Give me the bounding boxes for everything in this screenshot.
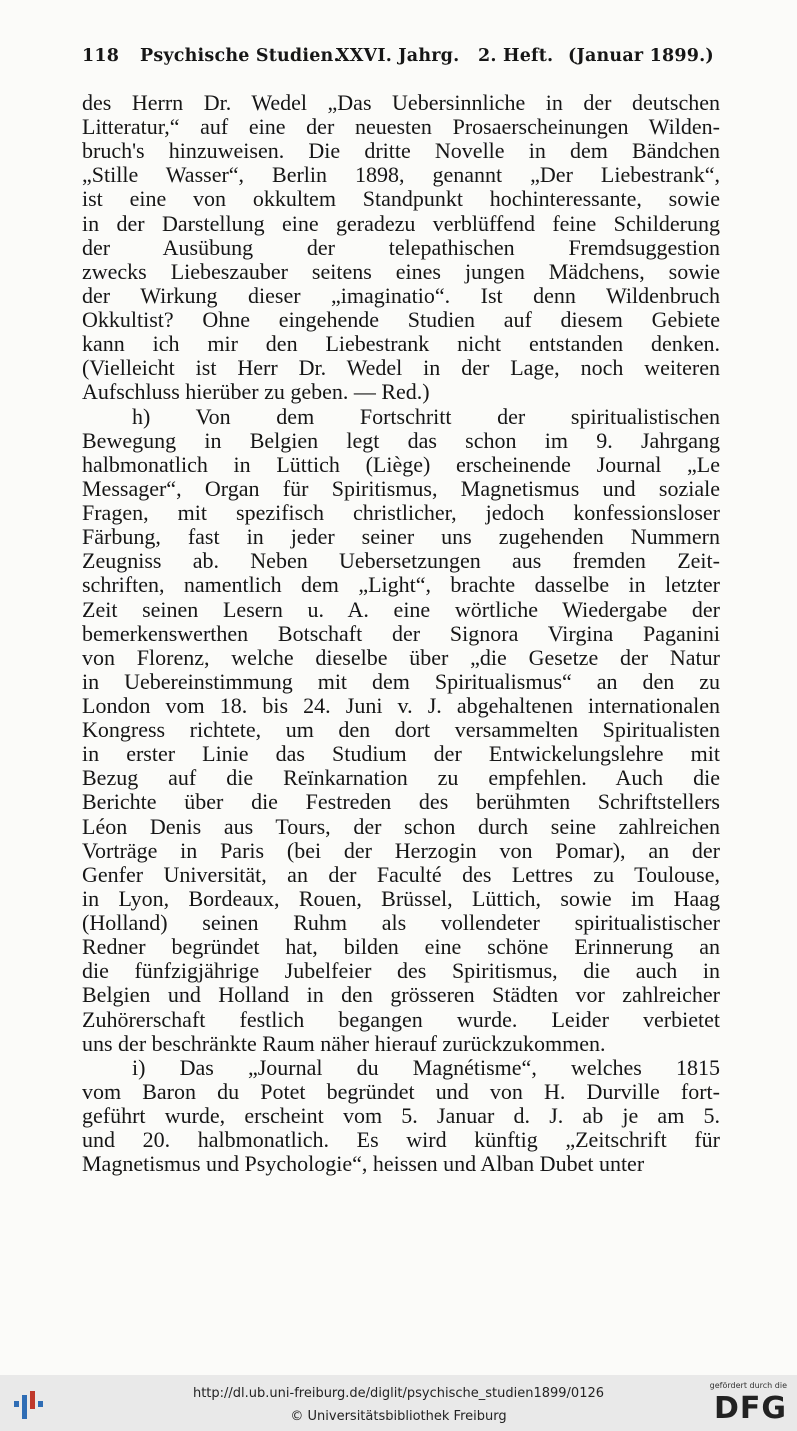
- text-line: „Stille Wasser“, Berlin 1898, genannt „Der Liebestrank“,: [82, 163, 720, 188]
- dfg-logo: DFG: [713, 1391, 787, 1426]
- text-line: (Vielleicht ist Herr Dr. Wedel in der Lage, noch weiteren: [82, 356, 720, 381]
- journal-title: Psychische Studien.: [140, 46, 340, 66]
- page-header: [82, 46, 722, 76]
- text-line: der Ausübung der telepathischen Fremdsuggestion: [82, 235, 720, 260]
- text-line: Färbung, fast in jeder seiner uns zugehenden Nummern: [82, 525, 720, 550]
- text-line: Fragen, mit spezifisch christlicher, jedoch konfessionsloser: [82, 501, 720, 526]
- text-line: des Herrn Dr. Wedel „Das Uebersinnliche in der deutschen: [82, 91, 720, 115]
- text-line: Aufschluss hierüber zu geben. — Red.): [82, 380, 430, 405]
- text-line: h) Von dem Fortschritt der spiritualistischen: [132, 404, 720, 429]
- text-line: schriften, namentlich dem „Light“, brachte dasselbe in letzter: [82, 573, 720, 598]
- text-line: Vorträge in Paris (bei der Herzogin von Pomar), an der: [82, 838, 720, 863]
- text-line: Kongress richtete, um den dort versammelten Spiritualisten: [82, 718, 720, 743]
- text-line: uns der beschränkte Raum näher hierauf zurückzukommen.: [82, 1031, 606, 1056]
- text-line: in Uebereinstimmung mit dem Spiritualismus“ an den zu: [82, 669, 720, 694]
- text-line: in der Darstellung eine geradezu verblüffend feine Schilderung: [82, 211, 720, 236]
- text-line: i) Das „Journal du Magnétisme“, welches 1815: [132, 1055, 720, 1080]
- text-line: Belgien und Holland in den grösseren Städten vor zahlreicher: [82, 983, 720, 1008]
- text-line: Zeugniss ab. Neben Uebersetzungen aus fremden Zeit-: [82, 549, 720, 574]
- text-line: vom Baron du Potet begründet und von H. Durville fort-: [82, 1079, 720, 1104]
- text-line: Magnetismus und Psychologie“, heissen und Alban Dubet unter: [82, 1152, 645, 1177]
- text-line: Berichte über die Festreden des berühmten Schriftstellers: [82, 790, 720, 815]
- text-line: Messager“, Organ für Spiritismus, Magnetismus und soziale: [82, 476, 720, 501]
- text-line: zwecks Liebeszauber seitens eines jungen Mädchens, sowie: [82, 259, 720, 284]
- text-line: von Florenz, welche dieselbe über „die Gesetze der Natur: [82, 645, 720, 670]
- footer-url[interactable]: http://dl.ub.uni-freiburg.de/diglit/psychische_studien1899/0126: [192, 1386, 605, 1401]
- text-line: der Wirkung dieser „imaginatio“. Ist denn Wildenbruch: [82, 283, 720, 308]
- text-line: ist eine von okkultem Standpunkt hochinteressante, sowie: [82, 187, 720, 212]
- text-line: Zeit seinen Lesern u. A. eine wörtliche Wiedergabe der: [82, 597, 720, 622]
- text-line: die fünfzigjährige Jubelfeier des Spiritismus, die auch in: [82, 959, 720, 984]
- text-line: in Lyon, Bordeaux, Rouen, Brüssel, Lüttich, sowie im Haag: [82, 886, 720, 911]
- text-line: Bewegung in Belgien legt das schon im 9. Jahrgang: [82, 428, 720, 453]
- text-line: London vom 18. bis 24. Juni v. J. abgehaltenen internationalen: [82, 694, 720, 718]
- dfg-caption: gefördert durch die: [709, 1381, 787, 1390]
- text-line: geführt wurde, erscheint vom 5. Januar d. J. ab je am 5.: [82, 1104, 720, 1129]
- text-line: halbmonatlich in Lüttich (Liège) erscheinende Journal „Le: [82, 452, 720, 477]
- page-number: 118: [82, 46, 120, 66]
- text-line: und 20. halbmonatlich. Es wird künftig „Zeitschrift für: [82, 1128, 720, 1153]
- text-line: Zuhörerschaft festlich begangen wurde. Leider verbietet: [82, 1007, 720, 1032]
- footer-copyright: © Universitätsbibliothek Freiburg: [290, 1409, 507, 1424]
- text-line: bemerkenswerthen Botschaft der Signora Virgina Paganini: [82, 621, 720, 646]
- text-line: Genfer Universität, an der Faculté des Lettres zu Toulouse,: [82, 862, 720, 887]
- text-line: (Holland) seinen Ruhm als vollendeter spiritualistischer: [82, 911, 720, 936]
- text-line: Redner begründet hat, bilden eine schöne Erinnerung an: [82, 935, 720, 960]
- text-line: in erster Linie das Studium der Entwickelungslehre mit: [82, 742, 720, 767]
- issue-label: 2. Heft.: [478, 46, 554, 66]
- text-line: bruch's hinzuweisen. Die dritte Novelle in dem Bändchen: [82, 139, 720, 164]
- text-line: Léon Denis aus Tours, der schon durch seine zahlreichen: [82, 814, 720, 839]
- date-label: (Januar 1899.): [568, 46, 714, 66]
- text-line: Okkultist? Ohne eingehende Studien auf diesem Gebiete: [82, 308, 720, 333]
- text-line: Bezug auf die Reïnkarnation zu empfehlen. Auch die: [82, 766, 720, 791]
- text-line: Litteratur,“ auf eine der neuesten Prosaerscheinungen Wilden-: [82, 115, 720, 140]
- text-line: kann ich mir den Liebestrank nicht entstanden denken.: [82, 332, 720, 357]
- volume-label: XXVI. Jahrg.: [336, 46, 460, 66]
- footer-bar: [0, 1375, 797, 1431]
